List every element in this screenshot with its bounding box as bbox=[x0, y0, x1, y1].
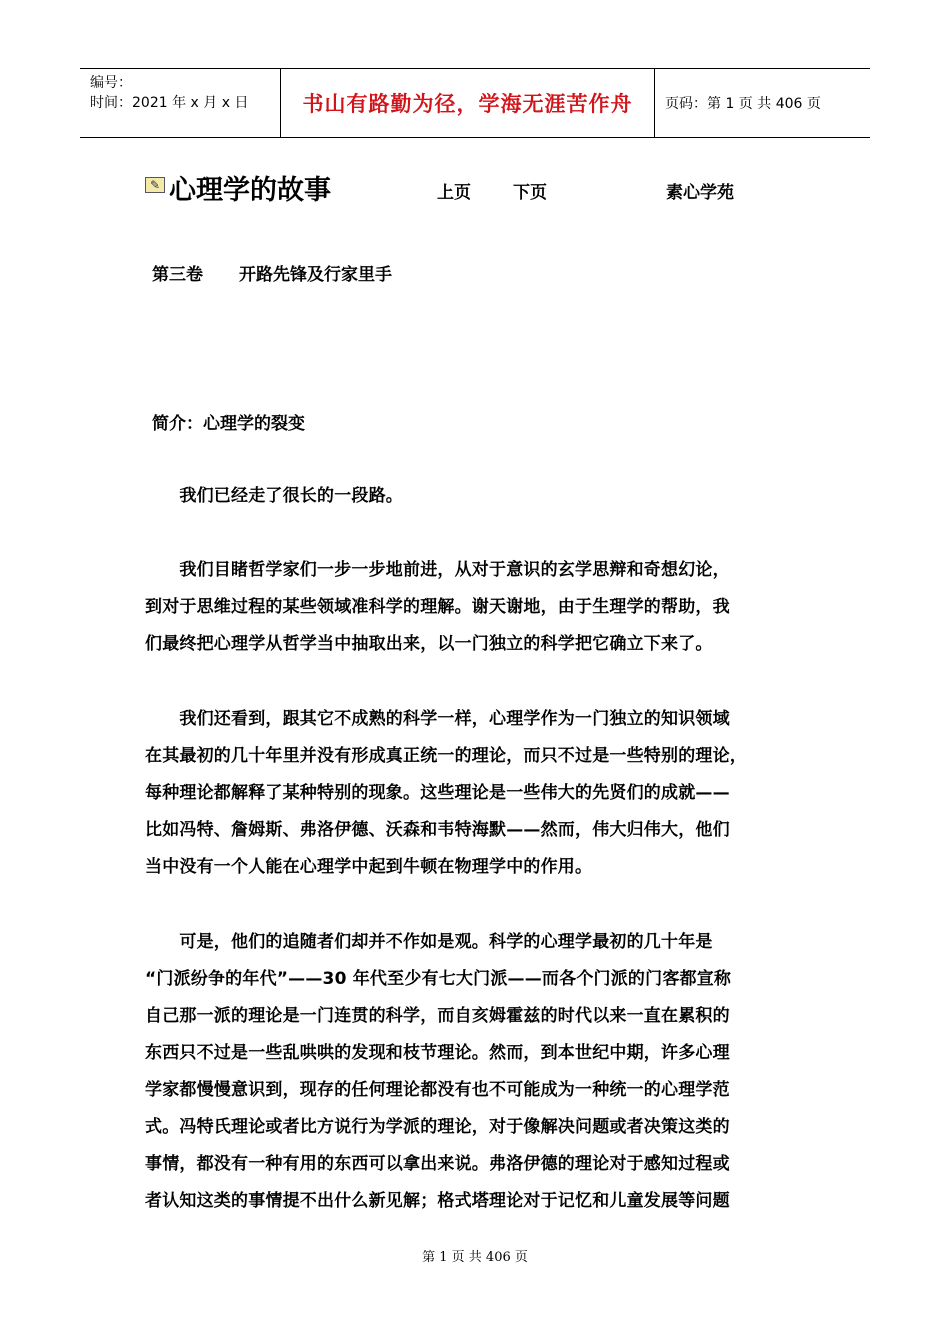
text-line: 到对于思维过程的某些领域准科学的理解。谢天谢地，由于生理学的帮助，我 bbox=[145, 597, 730, 617]
text-line: 可是，他们的追随者们却并不作如是观。科学的心理学最初的几十年是 bbox=[145, 932, 713, 952]
text-line: 我们已经走了很长的一段路。 bbox=[145, 486, 403, 506]
date-label: 时间：2021 年 x 月 x 日 bbox=[90, 95, 249, 111]
number-label: 编号： bbox=[90, 75, 132, 91]
text-line: 在其最初的几十年里并没有形成真正统一的理论，而只不过是一些特别的理论， bbox=[145, 746, 747, 766]
header-page-info: 页码：第 1 页 共 406 页 bbox=[665, 96, 821, 112]
book-link-icon[interactable]: ✎ bbox=[145, 177, 165, 193]
text-line: “门派纷争的年代”——30 年代至少有七大门派——而各个门派的门客都宣称 bbox=[145, 969, 732, 989]
text-line: 我们目睹哲学家们一步一步地前进，从对于意识的玄学思辩和奇想幻论， bbox=[145, 560, 730, 580]
text-line: 学家都慢慢意识到，现存的任何理论都没有也不可能成为一种统一的心理学范 bbox=[145, 1080, 730, 1100]
text-line: 自己那一派的理论是一门连贯的科学，而自亥姆霍兹的时代以来一直在累积的 bbox=[145, 1006, 730, 1026]
text-line: 东西只不过是一些乱哄哄的发现和枝节理论。然而，到本世纪中期，许多心理 bbox=[145, 1043, 730, 1063]
next-page-link[interactable]: 下页 bbox=[513, 183, 547, 203]
site-link[interactable]: 素心学苑 bbox=[666, 183, 734, 203]
paragraph bbox=[145, 478, 810, 515]
paragraph bbox=[145, 701, 810, 886]
volume-heading bbox=[152, 260, 392, 285]
text-line: 事情，都没有一种有用的东西可以拿出来说。弗洛伊德的理论对于感知过程或 bbox=[145, 1154, 730, 1174]
intro-heading: 简介：心理学的裂变 bbox=[152, 414, 305, 434]
paragraph bbox=[145, 924, 810, 1220]
page-header bbox=[80, 68, 870, 138]
text-line: 者认知这类的事情提不出什么新见解；格式塔理论对于记忆和儿童发展等问题 bbox=[145, 1191, 730, 1211]
text-line: 我们还看到，跟其它不成熟的科学一样，心理学作为一门独立的知识领域 bbox=[145, 709, 730, 729]
text-line: 每种理论都解释了某种特别的现象。这些理论是一些伟大的先贤们的成就—— bbox=[145, 783, 730, 803]
paragraph bbox=[145, 552, 810, 663]
text-line: 们最终把心理学从哲学当中抽取出来，以一门独立的科学把它确立下来了。 bbox=[145, 634, 713, 654]
volume-number: 第三卷 bbox=[152, 265, 203, 285]
prev-page-link[interactable]: 上页 bbox=[437, 183, 471, 203]
page-footer: 第 1 页 共 406 页 bbox=[422, 1250, 528, 1265]
text-line: 式。冯特氏理论或者比方说行为学派的理论，对于像解决问题或者决策这类的 bbox=[145, 1117, 730, 1137]
header-motto: 书山有路勤为径，学海无涯苦作舟 bbox=[281, 69, 655, 137]
text-line: 比如冯特、詹姆斯、弗洛伊德、沃森和韦特海默——然而，伟大归伟大，他们 bbox=[145, 820, 730, 840]
header-meta bbox=[80, 69, 281, 137]
title-bar bbox=[145, 168, 865, 206]
book-title: 心理学的故事 bbox=[169, 175, 331, 206]
text-line: 当中没有一个人能在心理学中起到牛顿在物理学中的作用。 bbox=[145, 857, 593, 877]
volume-name: 开路先锋及行家里手 bbox=[239, 265, 392, 285]
